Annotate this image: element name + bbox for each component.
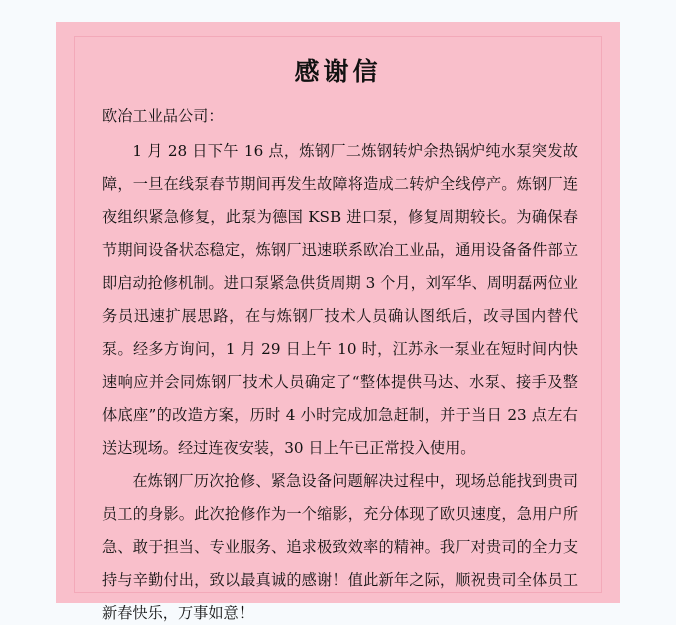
letter-body [102,100,578,625]
page-title: 感谢信 [294,57,382,86]
salutation: 欧冶工业品公司： [102,107,224,125]
paragraph-1: 1 月 28 日下午 16 点，炼钢厂二炼钢转炉余热锅炉纯水泵突发故障，一旦在线泵春节期间再发生故障将造成二转炉全线停产。炼钢厂连夜组织紧急修复，此泵为德国 KSB 进口泵，修复周期较长。为确保春节期间设备状态稳定，炼钢厂迅速联系欧冶工业品，通用设备备件部立即启动抢修机制。进口泵紧急供货周期 3 个月，刘军华、周明磊两位业务员迅速扩展思路，在与炼钢厂技术人员确认图纸后，改寻国内替代泵。经多方询问，1 月 29 日上午 10 时，江苏永一泵业在短时间内快速响应并会同炼钢厂技术人员确定了“整体提供马达、水泵、接手及整体底座”的改造方案，历时 4 小时完成加急赶制，并于当日 23 点左右送达现场。经过连夜安装，30 日上午已正常投入使用。 [102,142,578,457]
paragraph-2: 在炼钢厂历次抢修、紧急设备问题解决过程中，现场总能找到贵司员工的身影。此次抢修作为一个缩影，充分体现了欧贝速度，急用户所急、敢于担当、专业服务、追求极致效率的精神。我厂对贵司的全力支持与辛勤付出，致以最真诚的感谢！值此新年之际，顺祝贵司全体员工新春快乐，万事如意！ [102,472,578,622]
letter-sheet [56,22,620,622]
